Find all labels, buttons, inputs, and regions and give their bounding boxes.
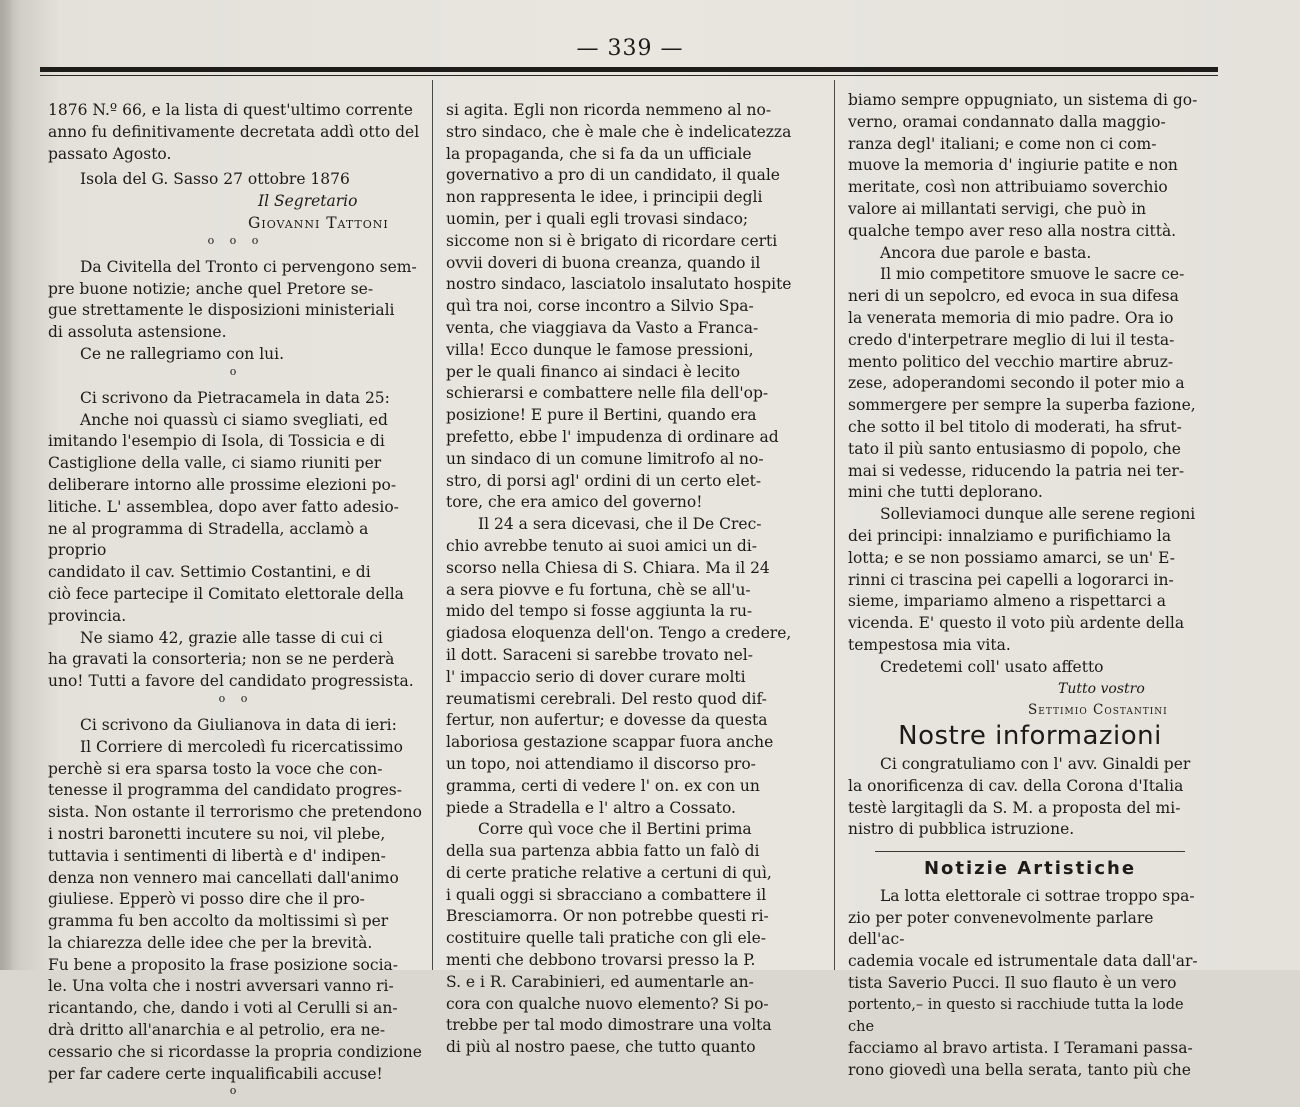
text-line: sieme, impariamo almeno a rispettarci a: [848, 592, 1166, 611]
text-line: credo d'interpetrare meglio di lui il testa-: [848, 330, 1175, 349]
text-line: Castiglione della valle, ci siamo riuniti per: [48, 454, 382, 473]
text-line: ovvii doveri di buona creanza, quando il: [446, 253, 761, 272]
text-line: giadosa eloquenza dell'on. Tengo a credere,: [446, 624, 792, 643]
section-rule: [875, 851, 1185, 852]
text-line: siccome non si è brigato di ricordare certi: [446, 231, 778, 250]
text-line: ranza degl' italiani; e come non ci com-: [848, 134, 1157, 153]
text-line: Ci congratuliamo con l' avv. Ginaldi per: [880, 754, 1191, 773]
text-line: reumatismi cerebrali. Del resto quod dif-: [446, 689, 767, 708]
text-line: l' impaccio serio di dover curare molti: [446, 667, 746, 686]
text-line: tista Saverio Pucci. Il suo flauto è un vero: [848, 974, 1177, 993]
text-line: la venerata memoria di mio padre. Ora io: [848, 308, 1174, 327]
text-line: deliberare intorno alle prossime elezioni po-: [48, 475, 397, 494]
page-gutter-shadow: [0, 0, 14, 970]
text-line: tore, che era amico del governo!: [446, 493, 703, 512]
text-line: gue strettamente le disposizioni ministeriali: [48, 301, 395, 320]
column-divider-1: [432, 80, 433, 970]
text-line: cora con qualche nuovo elemento? Si po-: [446, 994, 769, 1013]
text-line: giuliese. Epperò vi posso dire che il pro-: [48, 890, 365, 909]
column-2: [446, 100, 822, 1059]
text-line: gramma, certi di vedere l' on. ex con un: [446, 776, 760, 795]
text-line: Da Civitella del Tronto ci pervengono sem-: [80, 257, 417, 276]
text-line: che sotto il bel titolo di moderati, ha sfrut-: [848, 417, 1182, 436]
text-line: vicenda. E' questo il voto più ardente della: [848, 614, 1185, 633]
text-line: un sindaco di un comune limitrofo al no-: [446, 449, 764, 468]
text-line: non rappresenta le idee, i principii degli: [446, 188, 763, 207]
text-line: pre buone notizie; anche quel Pretore se-: [48, 279, 374, 298]
text-line: mai si vedesse, riducendo la patria nei ter-: [848, 461, 1185, 480]
section-separator: o o o: [207, 233, 265, 247]
text-line: denza non vennero mai cancellati dall'animo: [48, 868, 399, 887]
section-separator: o o: [218, 691, 254, 705]
text-line: uno! Tutti a favore del candidato progressista.: [48, 672, 414, 691]
text-line: uomin, per i quali egli trovasi sindaco;: [446, 209, 749, 228]
text-line: zese, adoperandomi secondo il poter mio a: [848, 374, 1185, 393]
text-line: Ne siamo 42, grazie alle tasse di cui ci: [80, 628, 383, 647]
section-separator: o: [229, 1084, 243, 1098]
text-line: ciò fece partecipe il Comitato elettorale della: [48, 584, 404, 603]
text-line: biamo sempre oppugniato, un sistema di go-: [848, 91, 1198, 109]
text-line: i nostri baronetti incutere su noi, vil plebe,: [48, 824, 386, 843]
closing-salutation: Tutto vostro: [1058, 680, 1145, 697]
signature-name: Settimio Costantini: [1028, 702, 1168, 719]
text-line: qualche tempo aver reso alla nostra città.: [848, 221, 1177, 240]
text-line: ne al programma di Stradella, acclamò a proprio: [48, 519, 369, 560]
header-rule-thin: [40, 75, 1218, 76]
text-line: Ancora due parole e basta.: [880, 243, 1092, 262]
text-line: muove la memoria d' ingiurie patite e non: [848, 156, 1178, 175]
text-line: mento politico del vecchio martire abruz-: [848, 352, 1174, 371]
text-line: lotta; e se non possiamo amarci, se un' E-: [848, 548, 1175, 567]
text-line: tato il più santo entusiasmo di popolo, che: [848, 439, 1181, 458]
text-line: 1876 N.º 66, e la lista di quest'ultimo corrente: [48, 101, 413, 119]
text-line: nistro di pubblica istruzione.: [848, 820, 1075, 839]
column-divider-2: [834, 80, 835, 970]
text-line: posizione! E pure il Bertini, quando era: [446, 406, 757, 425]
text-line: imitando l'esempio di Isola, di Tossicia e di: [48, 432, 385, 451]
text-line: facciamo al bravo artista. I Teramani passa-: [848, 1039, 1193, 1058]
text-line: il dott. Saraceni si sarebbe trovato nel-: [446, 645, 754, 664]
text-line: per le quali financo ai sindaci è lecito: [446, 362, 741, 381]
text-line: un topo, noi attendiamo il discorso pro-: [446, 754, 756, 773]
text-line: sista. Non ostante il terrorismo che pretendono: [48, 803, 422, 822]
text-line: schierarsi e combattere nelle fila dell'op-: [446, 384, 769, 403]
text-line: rinni ci trascina pei capelli a logorarci in-: [848, 570, 1174, 589]
text-line: drà dritto all'anarchia e al petrolio, era ne-: [48, 1021, 386, 1040]
text-line: nostro sindaco, lasciatolo insalutato hospite: [446, 275, 792, 294]
text-line: i quali oggi si sbracciano a combattere il: [446, 885, 767, 904]
text-line: cademia vocale ed istrumentale data dall'ar-: [848, 952, 1198, 971]
section-heading-nostre-informazioni: Nostre informazioni: [898, 721, 1162, 752]
text-line: Bresciamorra. Or non potrebbe questi ri-: [446, 907, 769, 926]
dateline: Isola del G. Sasso 27 ottobre 1876: [80, 170, 350, 189]
header-rule-thick: [40, 67, 1218, 72]
text-line: Corre quì voce che il Bertini prima: [478, 820, 752, 839]
column-3: [848, 90, 1212, 1082]
signature-role: Il Segretario: [258, 192, 358, 211]
text-line: mido del tempo si fosse aggiunta la ru-: [446, 602, 753, 621]
text-line: di certe pratiche relative a certuni di quì,: [446, 863, 772, 882]
text-line: valore ai millantati servigi, che può in: [848, 199, 1147, 218]
text-line: zio per poter convenevolmente parlare dell'ac-: [848, 908, 1154, 949]
text-line: Ci scrivono da Giulianova in data di ieri:: [80, 715, 397, 734]
text-line: La lotta elettorale ci sottrae troppo spa-: [880, 886, 1195, 905]
signature-name: Giovanni Tattoni: [248, 213, 389, 232]
text-line: stro, di porsi agl' ordini di un certo elet-: [446, 471, 762, 490]
text-line: prefetto, ebbe l' impudenza di ordinare ad: [446, 427, 779, 446]
text-line: per far cadere certe inqualificabili accuse!: [48, 1064, 383, 1083]
text-line: Anche noi quassù ci siamo svegliati, ed: [80, 410, 388, 429]
text-line: neri di un sepolcro, ed evoca in sua difesa: [848, 287, 1179, 306]
text-line: chio avrebbe tenuto ai suoi amici un di-: [446, 536, 758, 555]
page-number: — 339 —: [576, 36, 684, 61]
text-line: stro sindaco, che è male che è indelicatezza: [446, 122, 792, 141]
text-line: cessario che si ricordasse la propria condizione: [48, 1042, 422, 1061]
text-line: costituire quelle tali pratiche con gli ele-: [446, 929, 766, 948]
text-line: mini che tutti deplorano.: [848, 483, 1043, 502]
text-line: di assoluta astensione.: [48, 323, 227, 342]
text-line: candidato il cav. Settimio Costantini, e di: [48, 563, 371, 582]
text-line: venta, che viaggiava da Vasto a Franca-: [446, 318, 759, 337]
text-line: si agita. Egli non ricorda nemmeno al no-: [446, 101, 772, 119]
text-line: menti che debbono trovarsi presso la P.: [446, 951, 756, 970]
section-separator: o: [229, 364, 243, 378]
text-line: Fu bene a proposito la frase posizione socia-: [48, 955, 398, 974]
text-line: Credetemi coll' usato affetto: [880, 657, 1104, 676]
text-line: trebbe per tal modo dimostrare una volta: [446, 1016, 772, 1035]
section-heading-notizie-artistiche: Notizie Artistiche: [923, 858, 1137, 880]
text-line: tuttavia i sentimenti di libertà e d' indipen-: [48, 846, 386, 865]
text-line: la onorificenza di cav. della Corona d'Italia: [848, 776, 1184, 795]
text-line: di più al nostro paese, che tutto quanto: [446, 1038, 756, 1057]
text-line: Il mio competitore smuove le sacre ce-: [880, 265, 1185, 284]
text-line: Ci scrivono da Pietracamela in data 25:: [80, 388, 390, 407]
text-line: la chiarezza delle idee che per la brevità.: [48, 933, 373, 952]
text-line: della sua partenza abbia fatto un falò di: [446, 842, 760, 861]
text-line: fertur, non aufertur; e dovesse da questa: [446, 711, 768, 730]
text-line: anno fu definitivamente decretata addì otto del: [48, 122, 420, 141]
text-line: villa! Ecco dunque le famose pressioni,: [446, 340, 754, 359]
text-line: le. Una volta che i nostri avversari vanno ri-: [48, 977, 394, 996]
text-line: passato Agosto.: [48, 144, 172, 163]
text-line: piede a Stradella e l' altro a Cossato.: [446, 798, 736, 817]
text-line: rono giovedì una bella serata, tanto più che: [848, 1061, 1191, 1080]
text-line: sommergere per sempre la superba fazione,: [848, 396, 1196, 415]
text-line: dei principi: innalziamo e purifichiamo la: [848, 526, 1172, 545]
text-line: litiche. L' assemblea, dopo aver fatto adesio-: [48, 497, 399, 516]
text-line: verno, oramai condannato dalla maggio-: [848, 112, 1166, 131]
text-line: portento,– in questo si racchiude tutta la lode che: [848, 996, 1184, 1035]
text-line: tempestosa mia vita.: [848, 635, 1011, 654]
text-line: provincia.: [48, 606, 127, 625]
text-line: la propaganda, che si fa da un ufficiale: [446, 144, 752, 163]
text-line: laboriosa gestazione scappar fuora anche: [446, 733, 774, 752]
text-line: testè largitagli da S. M. a proposta del mi-: [848, 798, 1181, 817]
text-line: a sera piovve e fu fortuna, chè se all'u-: [446, 580, 751, 599]
text-line: ricantando, che, dando i voti al Cerulli si an-: [48, 999, 398, 1018]
text-line: Ce ne rallegriamo con lui.: [80, 344, 285, 363]
text-line: ha gravati la consorteria; non se ne perderà: [48, 650, 395, 669]
text-line: scorso nella Chiesa di S. Chiara. Ma il 24: [446, 558, 770, 577]
text-line: S. e i R. Carabinieri, ed aumentarle an-: [446, 972, 754, 991]
text-line: gramma fu ben accolto da moltissimi sì per: [48, 912, 389, 931]
column-1: [48, 100, 424, 1107]
text-line: Solleviamoci dunque alle serene regioni: [880, 505, 1196, 524]
text-line: Il Corriere di mercoledì fu ricercatissimo: [80, 737, 403, 756]
text-line: perchè si era sparsa tosto la voce che con-: [48, 759, 383, 778]
text-line: governativo a pro di un candidato, il quale: [446, 166, 780, 185]
text-line: quì tra noi, corse incontro a Silvio Spa-: [446, 297, 754, 316]
text-line: Il 24 a sera dicevasi, che il De Crec-: [478, 515, 762, 534]
text-line: tenesse il programma del candidato progres-: [48, 781, 402, 800]
text-line: meritate, così non attribuiamo soverchio: [848, 178, 1168, 197]
